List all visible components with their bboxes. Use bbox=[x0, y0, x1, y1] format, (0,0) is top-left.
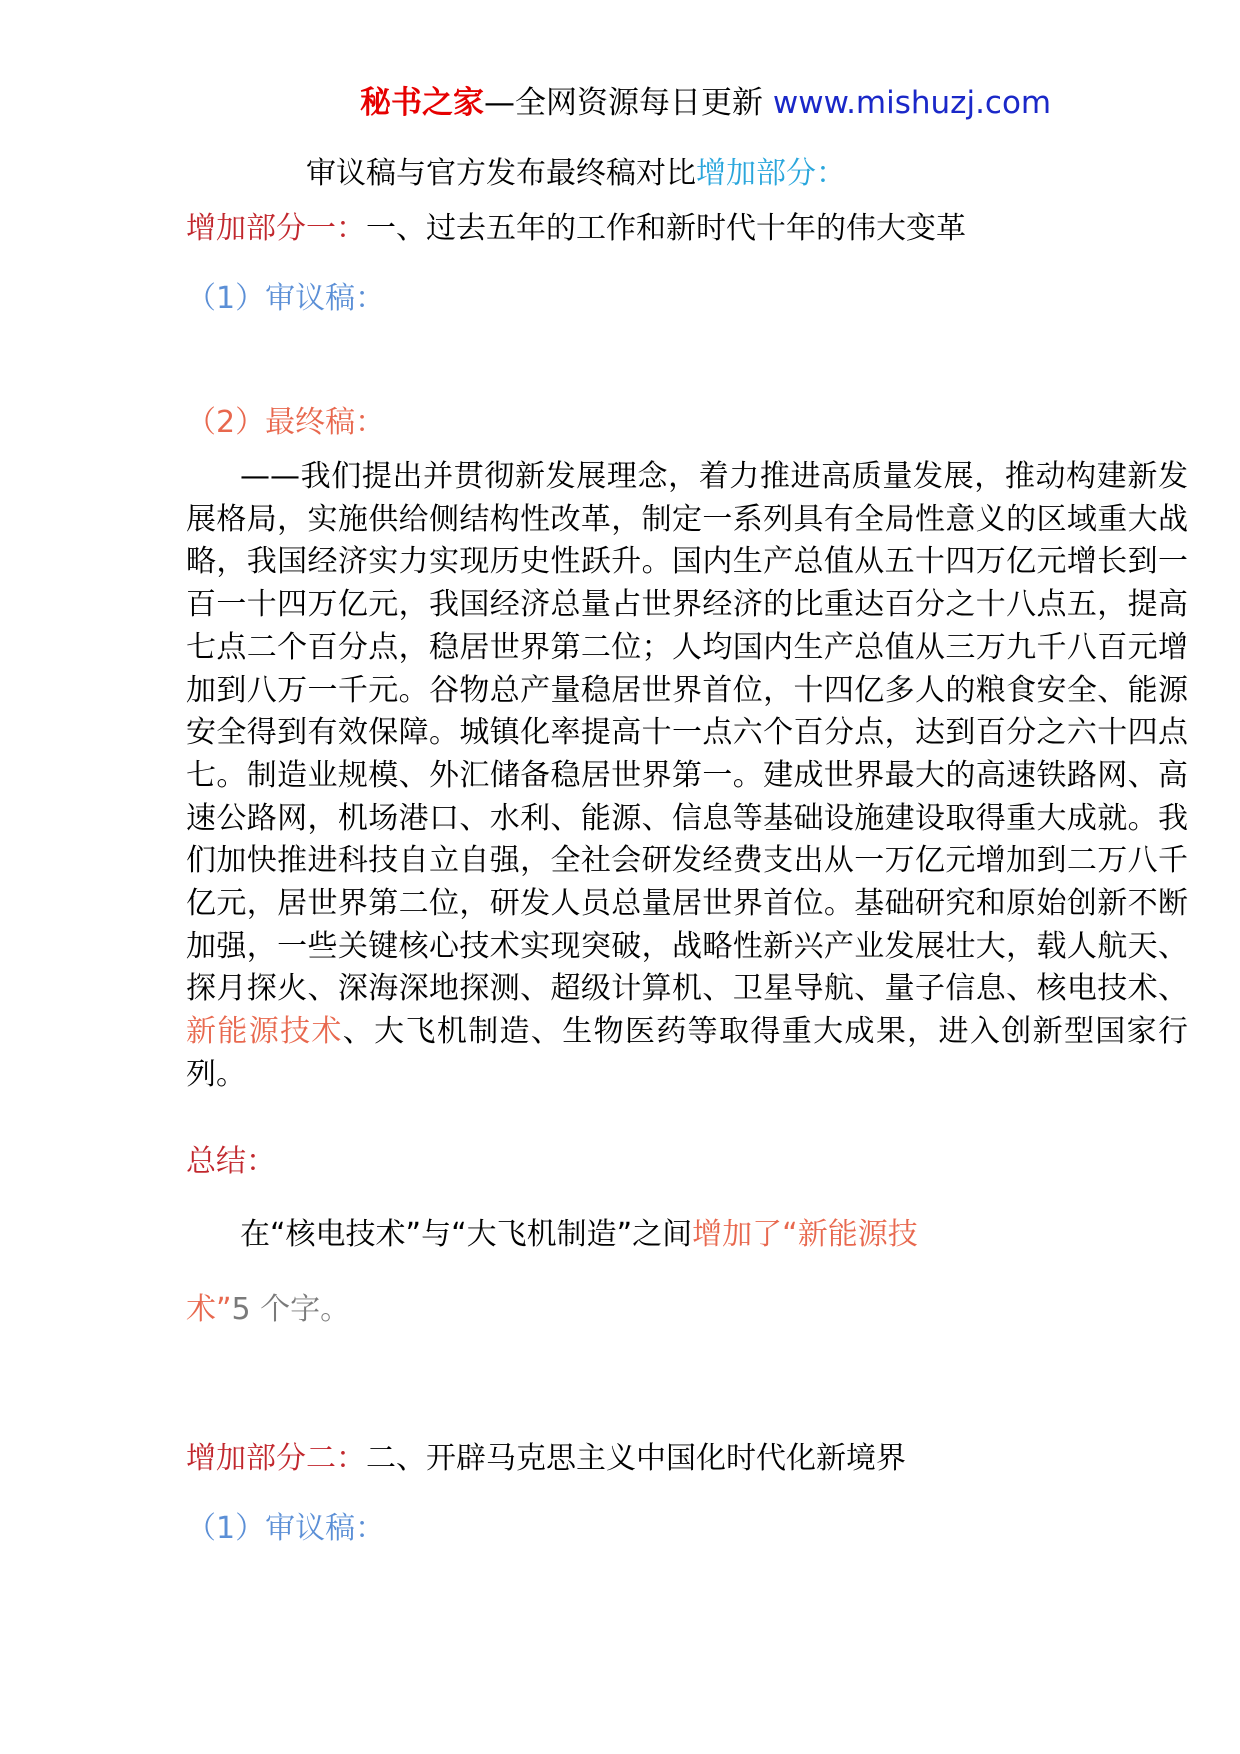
site-header bbox=[360, 82, 1051, 124]
section1-draft-label: （1）审议稿： bbox=[186, 281, 386, 316]
summary-highlight-part2: 术” bbox=[186, 1292, 232, 1327]
brand-name: 秘书之家 bbox=[360, 85, 484, 121]
paragraph-highlight: 新能源技术 bbox=[186, 1014, 343, 1050]
section2-label: 增加部分二： bbox=[186, 1441, 366, 1476]
section1-heading bbox=[186, 208, 966, 250]
summary-prefix: 在“核电技术”与“大飞机制造”之间 bbox=[240, 1217, 693, 1252]
summary-line-2 bbox=[186, 1289, 350, 1331]
section2-heading bbox=[186, 1438, 906, 1480]
intro-prefix: 审议稿与官方发布最终稿对比 bbox=[306, 156, 696, 191]
section1-label: 增加部分一： bbox=[186, 211, 366, 246]
site-url-link[interactable]: www.mishuzj.com bbox=[772, 85, 1052, 121]
section1-title: 一、过去五年的工作和新时代十年的伟大变革 bbox=[366, 211, 966, 246]
section1-final-label: （2）最终稿： bbox=[186, 405, 386, 440]
summary-highlight-part1: 增加了“新能源技 bbox=[692, 1217, 918, 1252]
intro-highlight: 增加部分： bbox=[696, 156, 846, 191]
section1-final-paragraph bbox=[186, 456, 1188, 1097]
summary-line-1 bbox=[240, 1214, 918, 1256]
section2-title: 二、开辟马克思主义中国化时代化新境界 bbox=[366, 1441, 906, 1476]
paragraph-text-after: 、大飞机制造、生物医药等取得重大成果，进入创新型国家行列。 bbox=[186, 1014, 1189, 1092]
paragraph-text-before: ——我们提出并贯彻新发展理念，着力推进高质量发展，推动构建新发展格局，实施供给侧结构性改革，制定一系列具有全局性意义的区域重大战略，我国经济实力实现历史性跃升。国内生产总值从五十四万亿元增长到一百一十四万亿元，我国经济总量占世界经济的比重达百分之十八点五，提高七点二个百分点，稳居世界第二位；人均国内生产总值从三万九千八百元增加到八万一千元。谷物总产量稳居世界首位，十四亿多人的粮食安全、能源安全得到有效保障。城镇化率提高十一点六个百分点，达到百分之六十四点七。制造业规模、外汇储备稳居世界第一。建成世界最大的高速铁路网、高速公路网，机场港口、水利、能源、信息等基础设施建设取得重大成就。我们加快推进科技自立自强，全社会研发经费支出从一万亿元增加到二万八千亿元，居世界第二位，研发人员总量居世界首位。基础研究和原始创新不断加强，一些关键核心技术实现突破，战略性新兴产业发展壮大，载人航天、探月探火、深海深地探测、超级计算机、卫星导航、量子信息、核电技术、 bbox=[186, 459, 1188, 1007]
summary-label: 总结： bbox=[186, 1144, 276, 1179]
section2-draft-label: （1）审议稿： bbox=[186, 1511, 386, 1546]
header-tagline: —全网资源每日更新 bbox=[484, 85, 763, 121]
intro-heading bbox=[306, 153, 846, 195]
summary-suffix: 5 个字。 bbox=[231, 1292, 351, 1327]
